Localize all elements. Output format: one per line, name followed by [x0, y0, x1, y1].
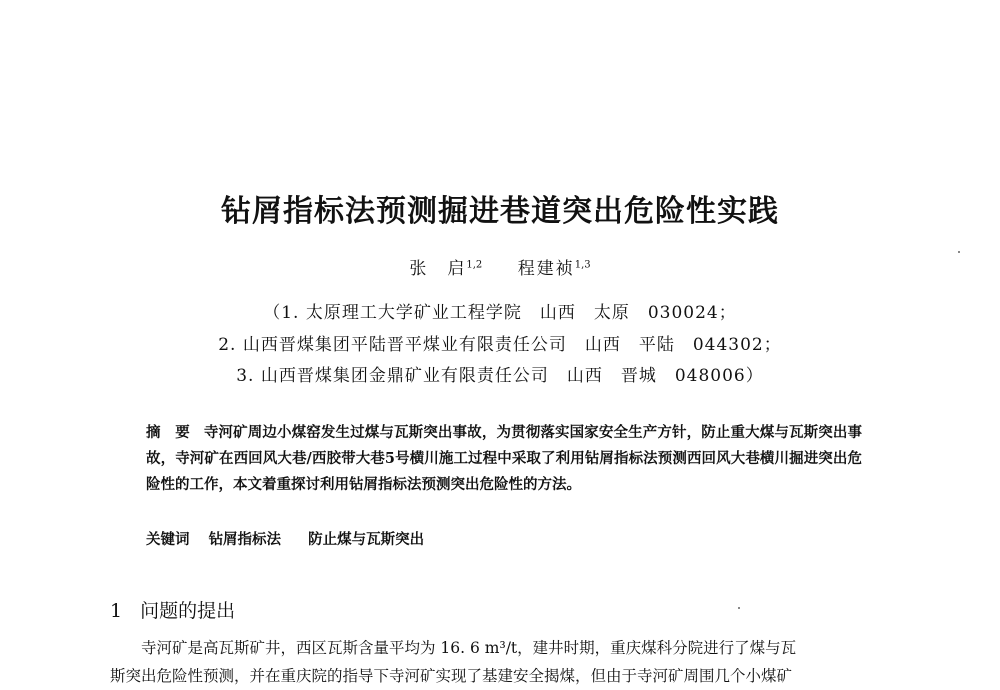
keyword-2: 防止煤与瓦斯突出 [308, 531, 425, 548]
scan-speck [958, 251, 960, 253]
scan-speck [738, 607, 740, 609]
abstract-text: 寺河矿周边小煤窑发生过煤与瓦斯突出事故，为贯彻落实国家安全生产方针，防止重大煤与瓦斯突出事故，寺河矿在西回风大巷/西胶带大巷5号横川施工过程中采取了利用钻屑指标法预测西回风大巷横川掘进突出危险性的工作，本文着重探讨利用钻屑指标法预测突出危险性的方法。 [146, 424, 863, 493]
section-title: 问题的提出 [140, 600, 236, 622]
section-number: 1 [110, 600, 123, 622]
author-2-affiliation-mark: 1,3 [574, 259, 591, 271]
abstract [146, 420, 862, 498]
affiliation-2: 2. 山西晋煤集团平陆晋平煤业有限责任公司 山西 平陆 044302； [218, 335, 782, 355]
section-heading [110, 596, 235, 623]
author-2 [518, 259, 591, 279]
keywords [146, 528, 862, 549]
author-2-name: 程建祯 [517, 259, 575, 279]
affiliation-1: （1. 太原理工大学矿业工程学院 山西 太原 030024； [263, 303, 737, 323]
keyword-1: 钻屑指标法 [208, 531, 282, 548]
keywords-label: 关键词 [146, 532, 190, 548]
author-list [0, 254, 1000, 279]
author-1-name: 张 启 [409, 259, 467, 279]
body-line-1: 寺河矿是高瓦斯矿井，西区瓦斯含量平均为 16. 6 m³/t，建井时期，重庆煤科分院进行了煤与瓦 [141, 639, 797, 657]
body-line-2: 斯突出危险性预测，并在重庆院的指导下寺河矿实现了基建安全揭煤，但由于寺河矿周围几个小煤矿 [110, 667, 793, 685]
body-paragraph [110, 634, 892, 690]
author-1 [409, 259, 482, 279]
abstract-label: 摘 要 [146, 425, 190, 441]
author-1-affiliation-mark: 1,2 [466, 259, 483, 271]
affiliation-3: 3. 山西晋煤集团金鼎矿业有限责任公司 山西 晋城 048006） [236, 366, 764, 386]
paper-title: 钻屑指标法预测掘进巷道突出危险性实践 [221, 194, 779, 229]
